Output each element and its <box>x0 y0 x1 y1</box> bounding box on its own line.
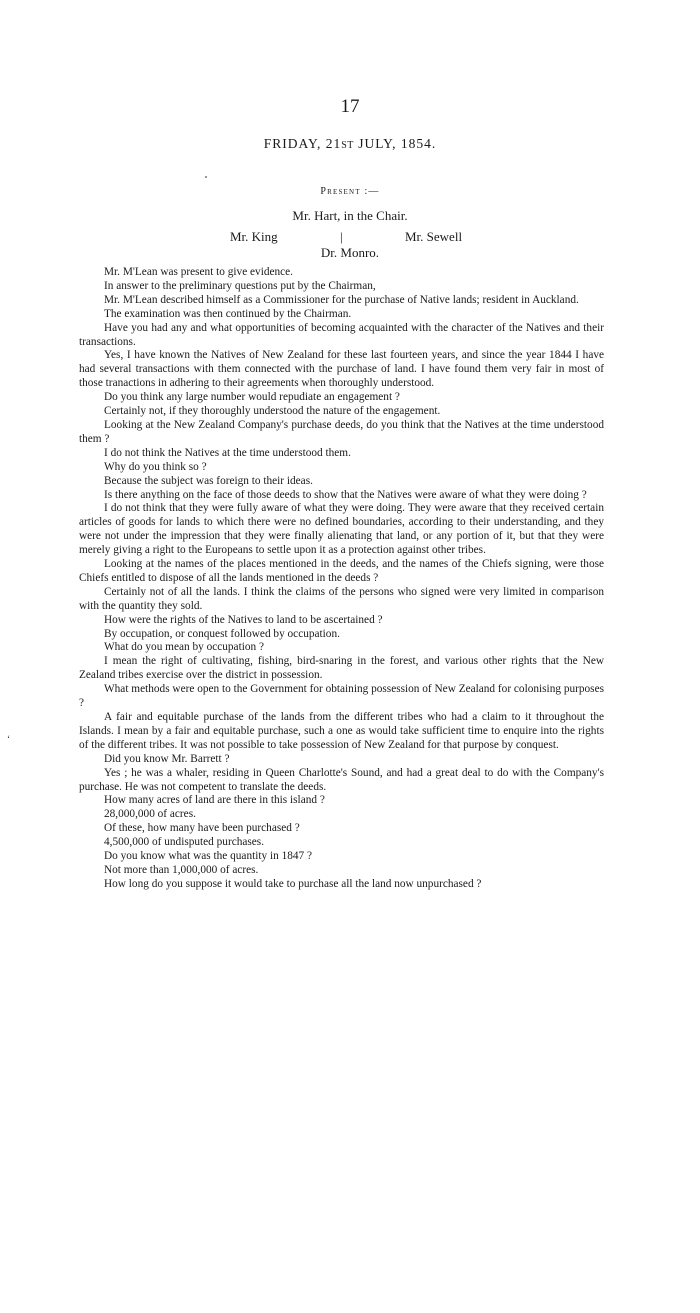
paragraph: A fair and equitable purchase of the lands from the different tribes who had a claim to it throughout the Islands. I mean by a fair and equitable purchase, such a one as would take sufficient time to enquire into the rights of the different tribes. It was not possible to take possession of New Zealand for that purpose by conquest. <box>79 711 604 751</box>
paragraph: Is there anything on the face of those deeds to show that the Natives were aware of what they were doing ? <box>104 488 587 501</box>
evidence-body <box>79 266 604 892</box>
date-num: 21 <box>325 136 342 151</box>
paragraph: Looking at the names of the places mentioned in the deeds, and the names of the Chiefs signing, were those Chiefs entitled to dispose of all the lands mentioned in the deeds ? <box>79 558 604 584</box>
paragraph: Not more than 1,000,000 of acres. <box>104 863 259 876</box>
paragraph: Mr. M'Lean described himself as a Commissioner for the purchase of Native lands; resident in Auckland. <box>104 293 579 306</box>
paragraph: Because the subject was foreign to their ideas. <box>104 474 313 487</box>
paragraph: Certainly not, if they thoroughly understood the nature of the engagement. <box>104 405 441 418</box>
paragraph: Have you had any and what opportunities of becoming acquainted with the character of the Natives and their transactions. <box>79 321 604 348</box>
paragraph: I do not think the Natives at the time understood them. <box>104 446 351 459</box>
date-heading <box>0 136 700 152</box>
member-below: Dr. Monro. <box>320 245 380 260</box>
date-rest: JULY, 1854. <box>358 136 437 151</box>
date-suffix: ST <box>341 140 354 151</box>
member-separator: | <box>340 229 343 244</box>
members-row <box>0 229 700 245</box>
paragraph: Yes ; he was a whaler, residing in Queen Charlotte's Sound, and had a great deal to do with the Company's purchase. He was not competent to translate the deeds. <box>79 766 604 793</box>
present-heading: Present :— <box>320 186 380 197</box>
paragraph: How were the rights of the Natives to land to be ascertained ? <box>104 613 383 626</box>
paragraph: How many acres of land are there in this island ? <box>104 794 325 807</box>
paragraph: By occupation, or conquest followed by occupation. <box>104 627 340 640</box>
paragraph: Looking at the New Zealand Company's purchase deeds, do you think that the Natives at the time understood them ? <box>79 418 604 445</box>
paragraph: How long do you suppose it would take to purchase all the land now unpurchased ? <box>104 877 482 890</box>
paragraph: The examination was then continued by the Chairman. <box>104 307 352 320</box>
paragraph: Did you know Mr. Barrett ? <box>104 752 230 765</box>
ink-speck <box>205 176 207 178</box>
paragraph: Do you know what was the quantity in 1847 ? <box>104 850 313 863</box>
paragraph: Certainly not of all the lands. I think the claims of the persons who signed were very limited in comparison with the quantity they sold. <box>79 585 604 612</box>
paragraph: Mr. M'Lean was present to give evidence. <box>104 266 294 278</box>
paragraph: I do not think that they were fully aware of what they were doing. They were aware that they received certain articles of goods for lands to which there were no defined boundaries, according to their understanding, and they were not under the impression that they were finally alienating that land, or any portion of it, but that they were merely giving a right to the Europeans to settle upon it as a protection against other tribes. <box>79 502 604 557</box>
paragraph: Of these, how many have been purchased ? <box>104 822 300 835</box>
paragraph: Why do you think so ? <box>104 460 207 473</box>
paragraph: 28,000,000 of acres. <box>104 808 196 821</box>
paragraph: In answer to the preliminary questions put by the Chairman, <box>104 279 376 292</box>
paragraph: What methods were open to the Government for obtaining possession of New Zealand for colonising purposes ? <box>79 683 604 710</box>
paragraph: What do you mean by occupation ? <box>104 641 264 654</box>
chair-line: Mr. Hart, in the Chair. <box>292 208 408 223</box>
page-number: 17 <box>340 96 360 117</box>
paragraph: I mean the right of cultivating, fishing, bird-snaring in the forest, and various other rights that the New Zealand tribes exercise over the district in possession. <box>79 655 604 682</box>
paragraph: Yes, I have known the Natives of New Zealand for these last fourteen years, and since the year 1844 I have had several transactions with them connected with the purchase of land. I have found them very fair in most of those tranactions in adhering to their agreements when thoroughly understood. <box>79 349 604 390</box>
paragraph: Do you think any large number would repudiate an engagement ? <box>104 391 400 404</box>
date-day: FRIDAY, <box>263 136 322 151</box>
paragraph: 4,500,000 of undisputed purchases. <box>104 836 265 849</box>
margin-mark: ‘ <box>7 734 10 744</box>
member-left: Mr. King <box>230 229 278 244</box>
member-right: Mr. Sewell <box>405 229 463 244</box>
